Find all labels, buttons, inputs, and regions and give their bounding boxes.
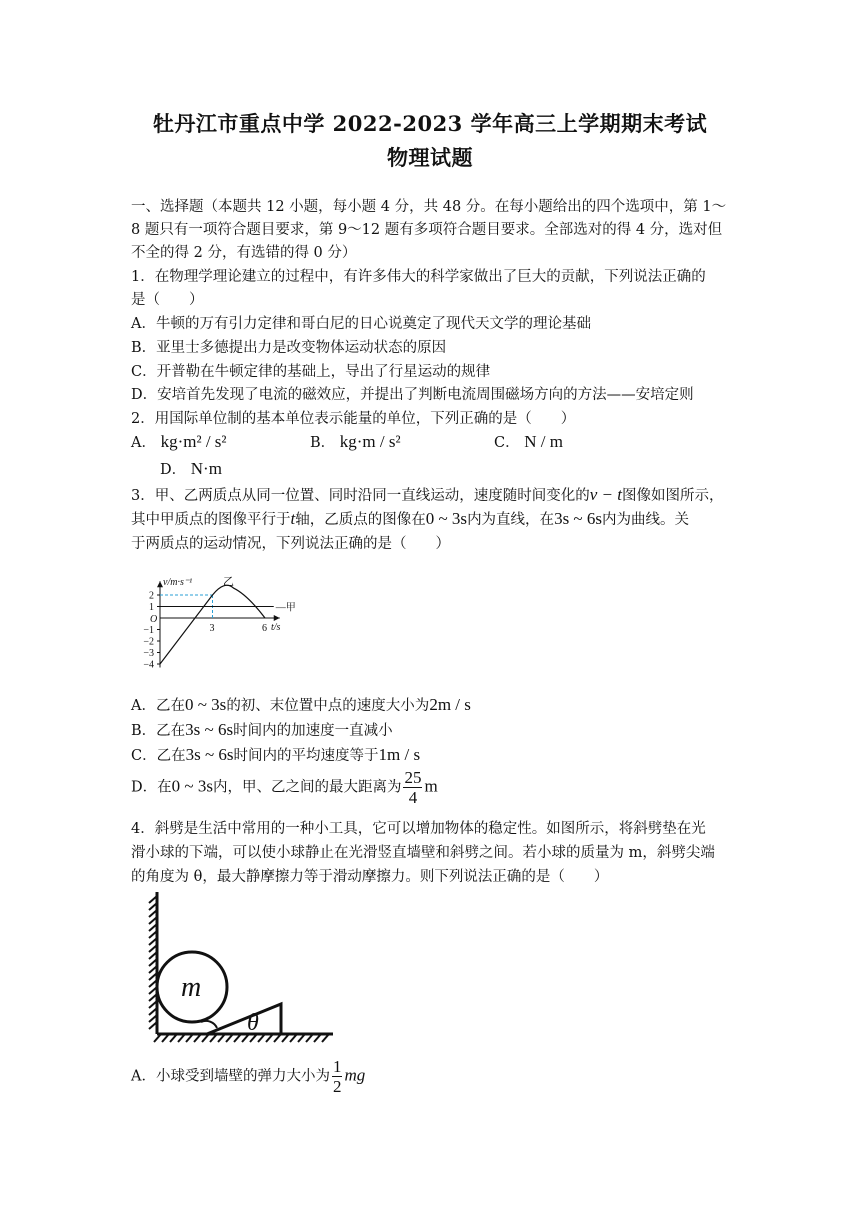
fraction-denominator: 4 [408,788,418,807]
q4-stem-line-1: 4．斜劈是生活中常用的一种小工具，它可以增加物体的稳定性。如图所示，将斜劈垫在光 [131,821,706,837]
angle-label: θ [247,1010,259,1036]
q3-option-b-interval: 3s ~ 6s [185,720,234,739]
q3-option-b [131,719,393,740]
q2-option-b-label: B． [310,435,336,451]
q2-stem: 2．用国际单位制的基本单位表示能量的单位，下列正确的是（ ） [131,411,576,427]
q2-option-c-unit: N / m [524,432,563,451]
q2-option-a-unit: kg·m² / s² [160,432,227,451]
q3-vt-symbol: v − t [589,485,622,504]
section-instructions-line-2: 8 题只有一项符合题目要求，第 9～12 题有多项符合题目要求。全部选对的得 4 分，选对但 [131,222,723,238]
q3-option-c-text: C．乙在 [131,748,186,764]
q3-option-c-interval: 3s ~ 6s [185,745,234,764]
y-tick-label: −2 [143,636,154,648]
ball-label: m [181,972,202,1003]
q3-option-a-interval: 0 ~ 3s [184,695,227,714]
q3-stem-line-1 [131,484,723,505]
y-tick-label: 2 [149,590,154,602]
section-instructions-line-3: 不全的得 2 分，有选错的得 0 分） [131,245,357,261]
q2-option-b-unit: kg·m / s² [339,432,401,451]
q3-option-d-interval: 0 ~ 3s [171,776,213,796]
q3-option-a [131,694,471,715]
q3-interval: 0 ~ 3s [425,509,468,528]
q4-option-a-text: A．小球受到墙壁的弹力大小为 [131,1068,330,1085]
fraction-denominator: 2 [332,1077,342,1096]
q4-option-a [131,1057,365,1096]
q3-option-d-text: 内，甲、乙之间的最大距离为 [212,779,402,796]
q2-option-c [494,431,563,452]
q3-option-d-fraction [403,768,422,807]
q3-stem-text: 其中甲质点的图像平行于 [131,512,291,528]
q1-stem-line-2: 是（ ） [131,292,204,308]
q3-option-d-text: D．在 [131,779,172,796]
y-tick-label: −4 [143,659,154,671]
origin-label: O [150,614,158,625]
q3-stem-line-3: 于两质点的运动情况，下列说法正确的是（ ） [131,536,450,552]
q2-option-a [131,431,227,452]
q3-option-a-text: A．乙在 [131,698,185,714]
wall [149,892,157,1034]
vt-graph-layer [143,575,295,671]
y-axis-label: v/m·s⁻¹ [163,577,193,589]
q2-option-d [160,458,222,479]
y-tick-label: 1 [149,602,154,613]
q4-option-a-mg: mg [344,1065,366,1085]
q1-option-d: D．安培首先发现了电流的磁效应，并提出了判断电流周围磁场方向的方法——安培定则 [131,387,694,403]
q3-option-a-text: 的初、末位置中点的速度大小为 [226,698,430,714]
q3-option-c [131,744,420,765]
q4-stem-line-2: 滑小球的下端，可以使小球静止在光滑竖直墙壁和斜劈之间。若小球的质量为 m，斜劈尖端 [131,845,715,861]
x-axis-label: t/s [271,622,281,633]
x-tick-label: 6 [262,623,267,634]
q3-option-c-text: 时间内的平均速度等于 [233,748,379,764]
q3-interval: 3s ~ 6s [554,509,602,528]
q3-stem-text: 内为直线，在 [467,512,555,528]
wedge-figure [145,888,345,1048]
q2-option-c-label: C． [494,435,520,451]
q4-option-a-fraction [332,1057,343,1096]
q3-option-d [131,768,438,807]
q1-option-b: B．亚里士多德提出力是改变物体运动状态的原因 [131,340,447,356]
q3-option-b-text: 时间内的加速度一直减小 [233,723,393,739]
fraction-numerator: 1 [332,1057,342,1076]
q2-option-d-unit: N·m [190,459,222,478]
q3-stem-line-2 [131,508,689,529]
fraction-numerator: 25 [404,768,422,787]
q3-stem-text: 轴，乙质点的图像在 [295,512,426,528]
q1-option-c: C．开普勒在牛顿定律的基础上，导出了行星运动的规律 [131,364,491,380]
series-jia-label: —甲 [275,602,296,614]
y-tick-label: −1 [143,625,154,636]
q1-option-a: A．牛顿的万有引力定律和哥白尼的日心说奠定了现代天文学的理论基础 [131,316,591,332]
q2-option-b [310,431,401,452]
series-yi-label: 乙 [223,575,234,588]
q2-option-d-label: D． [160,462,187,478]
q3-option-a-value: 2m / s [429,695,471,714]
page-subtitle: 物理试题 [387,145,473,170]
vt-graph [130,560,310,685]
angle-arc [201,1021,217,1028]
q4-stem-line-3: 的角度为 θ，最大静摩擦力等于滑动摩擦力。则下列说法正确的是（ ） [131,869,609,885]
q3-option-d-unit: m [424,776,438,796]
q2-option-a-label: A． [131,435,156,451]
q3-option-b-text: B．乙在 [131,723,186,739]
page-title: 牡丹江市重点中学 2022-2023 学年高三上学期期末考试 [152,111,708,136]
q3-stem-text: 内为曲线。关 [602,512,689,528]
q3-option-c-value: 1m / s [378,745,421,764]
y-tick-label: −3 [143,648,154,659]
q3-t-symbol: t [290,509,296,528]
section-instructions-line-1: 一、选择题（本题共 12 小题，每小题 4 分，共 48 分。在每小题给出的四个选项中，第 1～ [131,199,727,215]
q1-stem-line-1: 1．在物理学理论建立的过程中，有许多伟大的科学家做出了巨大的贡献，下列说法正确的 [131,269,706,285]
x-axis-arrow [274,615,280,621]
q3-stem-text: 3．甲、乙两质点从同一位置、同时沿同一直线运动，速度随时间变化的 [131,488,590,504]
x-tick-label: 3 [209,623,215,634]
q3-stem-text: 图像如图所示， [621,488,724,504]
